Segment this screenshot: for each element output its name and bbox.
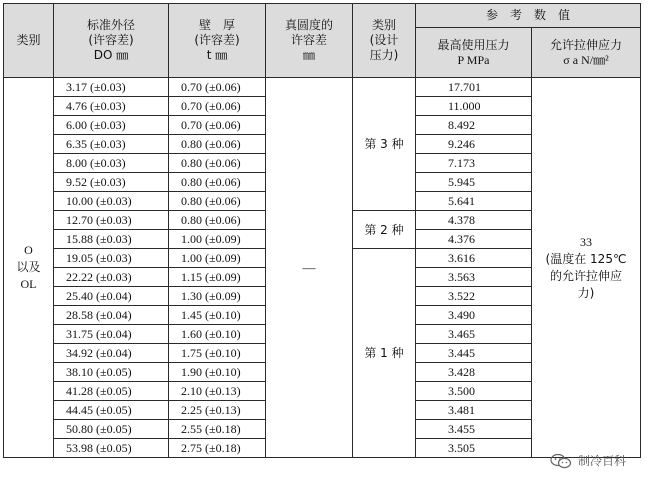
header-tensile-stress [532,28,641,78]
header-outer-diameter [54,4,169,78]
pressure-cell: 17.701 [416,78,532,97]
wall-cell: 1.45 (±0.10) [169,306,266,325]
type-2-cell: 第 2 种 [353,211,416,249]
pressure-cell: 5.641 [416,192,532,211]
header-round-line2: 许容差 [290,33,327,47]
od-cell: 53.98 (±0.05) [54,439,169,458]
pressure-cell: 7.173 [416,154,532,173]
pressure-cell: 3.563 [416,268,532,287]
wechat-icon [550,453,572,469]
od-cell: 50.80 (±0.05) [54,420,169,439]
header-wall-line3: t ㎜ [206,48,228,62]
pressure-cell: 8.492 [416,116,532,135]
header-roundness [266,4,353,78]
wall-cell: 0.80 (±0.06) [169,192,266,211]
pressure-cell: 3.428 [416,363,532,382]
wall-cell: 2.10 (±0.13) [169,382,266,401]
wall-cell: 0.80 (±0.06) [169,154,266,173]
pressure-cell: 4.376 [416,230,532,249]
category-line2: 以及 [16,260,41,274]
header-reference-values [416,4,641,28]
pressure-cell: 3.455 [416,420,532,439]
header-od-line1: 标准外径 [86,18,135,32]
header-reference-label: 参 考 数 值 [485,8,570,22]
pressure-cell: 3.445 [416,344,532,363]
pressure-cell: 3.490 [416,306,532,325]
header-pressure-line1: 最高使用压力 [437,37,510,52]
header-category [4,4,54,78]
watermark-text: 制冷百科 [577,454,626,468]
wall-cell: 1.30 (±0.09) [169,287,266,306]
table-row [4,78,641,97]
od-cell: 19.05 (±0.03) [54,249,169,268]
tensile-stress-cell [532,78,641,458]
copper-tube-spec-table [3,3,641,458]
od-cell: 12.70 (±0.03) [54,211,169,230]
header-wall-line2: (许容差) [194,33,240,47]
header-tensile-line2: σ a N/㎜² [563,52,609,67]
od-cell: 3.17 (±0.03) [54,78,169,97]
pressure-cell: 4.378 [416,211,532,230]
roundness-cell: — [266,78,353,458]
pressure-cell: 3.616 [416,249,532,268]
header-max-pressure [416,28,532,78]
header-category-label: 类别 [16,33,41,47]
header-type-line3: 压力) [369,48,399,62]
od-cell: 41.28 (±0.05) [54,382,169,401]
od-cell: 22.22 (±0.03) [54,268,169,287]
pressure-cell: 3.505 [416,439,532,458]
wall-cell: 2.75 (±0.18) [169,439,266,458]
pressure-cell: 3.500 [416,382,532,401]
od-cell: 15.88 (±0.03) [54,230,169,249]
tensile-note-line3: 力) [577,285,595,300]
pressure-cell: 5.945 [416,173,532,192]
header-type-line1: 类别 [371,18,396,32]
od-cell: 9.52 (±0.03) [54,173,169,192]
wall-cell: 1.00 (±0.09) [169,249,266,268]
tensile-note-line2: 的允许拉伸应 [549,268,622,283]
pressure-cell: 3.522 [416,287,532,306]
header-pressure-line2: P MPa [457,52,490,67]
od-cell: 4.76 (±0.03) [54,97,169,116]
header-round-line3: ㎜ [302,48,315,62]
wall-cell: 1.75 (±0.10) [169,344,266,363]
od-cell: 6.00 (±0.03) [54,116,169,135]
spec-table-container [3,3,641,458]
category-cell [4,78,54,458]
wall-cell: 0.70 (±0.06) [169,97,266,116]
wall-cell: 2.25 (±0.13) [169,401,266,420]
wall-cell: 0.70 (±0.06) [169,116,266,135]
od-cell: 28.58 (±0.04) [54,306,169,325]
header-od-line3: DO ㎜ [93,48,129,62]
od-cell: 6.35 (±0.03) [54,135,169,154]
pressure-cell: 9.246 [416,135,532,154]
wall-cell: 1.90 (±0.10) [169,363,266,382]
category-line3: OL [20,277,37,291]
wall-cell: 1.00 (±0.09) [169,230,266,249]
wall-cell: 0.70 (±0.06) [169,78,266,97]
header-round-line1: 真圆度的 [284,18,333,32]
od-cell: 44.45 (±0.05) [54,401,169,420]
header-wall-thickness [169,4,266,78]
wall-cell: 2.55 (±0.18) [169,420,266,439]
header-od-line2: (许容差) [88,33,134,47]
tensile-value: 33 [580,234,592,249]
od-cell: 8.00 (±0.03) [54,154,169,173]
wall-cell: 0.80 (±0.06) [169,211,266,230]
od-cell: 10.00 (±0.03) [54,192,169,211]
pressure-cell: 3.465 [416,325,532,344]
header-wall-line1: 壁 厚 [198,18,235,32]
wall-cell: 1.60 (±0.10) [169,325,266,344]
type-3-cell: 第 3 种 [353,78,416,211]
header-type-line2: (设计 [369,33,399,47]
od-cell: 34.92 (±0.04) [54,344,169,363]
category-line1: O [24,243,33,257]
type-1-cell: 第 1 种 [353,249,416,458]
od-cell: 38.10 (±0.05) [54,363,169,382]
wall-cell: 0.80 (±0.06) [169,173,266,192]
pressure-cell: 11.000 [416,97,532,116]
watermark [550,452,626,469]
od-cell: 31.75 (±0.04) [54,325,169,344]
header-tensile-line1: 允许拉伸应力 [549,37,622,52]
tensile-note-line1: (温度在 125℃ [545,251,627,266]
od-cell: 25.40 (±0.04) [54,287,169,306]
wall-cell: 0.80 (±0.06) [169,135,266,154]
wall-cell: 1.15 (±0.09) [169,268,266,287]
pressure-cell: 3.481 [416,401,532,420]
header-type [353,4,416,78]
